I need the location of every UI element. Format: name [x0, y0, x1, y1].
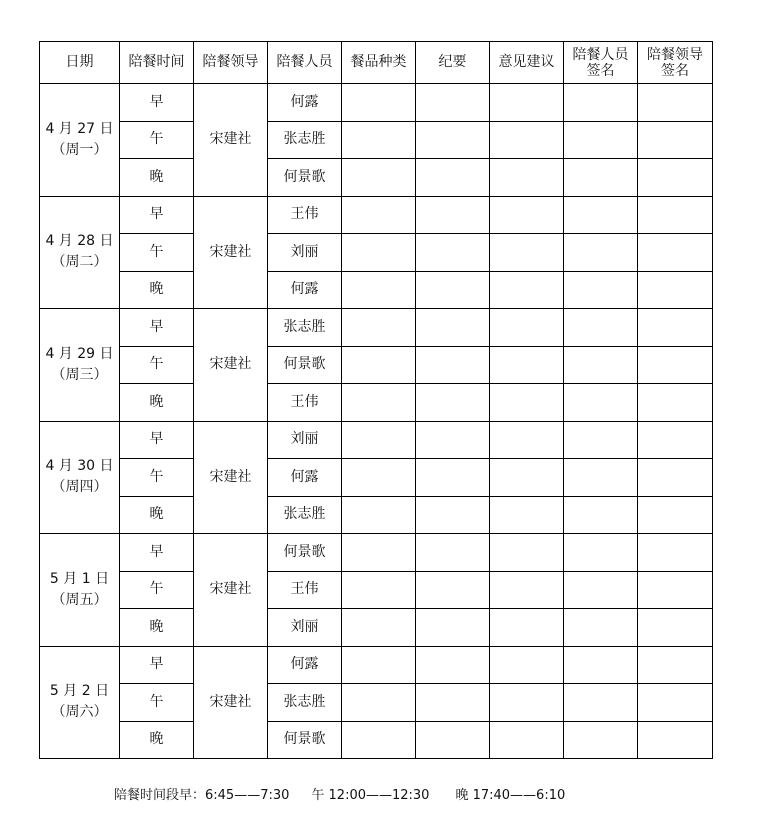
header-leader-signature-line2: 签名 — [661, 62, 689, 79]
minutes-cell[interactable] — [416, 234, 490, 272]
minutes-cell[interactable] — [416, 384, 490, 422]
meal-type-cell[interactable] — [342, 271, 416, 309]
date-text: 5 月 1 日 — [49, 570, 110, 587]
table-row — [40, 721, 713, 759]
weekday-text: （周三） — [51, 366, 108, 383]
suggestion-cell[interactable] — [490, 346, 564, 384]
date-text: 4 月 29 日 — [45, 345, 114, 362]
staff-signature-cell[interactable] — [564, 571, 638, 609]
staff-cell: 王伟 — [268, 571, 342, 609]
meal-time-cell: 午 — [120, 571, 194, 609]
staff-signature-cell[interactable] — [564, 609, 638, 647]
staff-cell: 张志胜 — [268, 684, 342, 722]
table-row — [40, 234, 713, 272]
meal-time-cell: 晚 — [120, 271, 194, 309]
meal-accompany-schedule-table — [39, 41, 713, 759]
meal-time-cell: 早 — [120, 196, 194, 234]
minutes-cell[interactable] — [416, 646, 490, 684]
suggestion-cell[interactable] — [490, 571, 564, 609]
meal-type-cell[interactable] — [342, 84, 416, 122]
staff-signature-cell[interactable] — [564, 721, 638, 759]
suggestion-cell[interactable] — [490, 459, 564, 497]
meal-type-cell[interactable] — [342, 309, 416, 347]
date-cell — [40, 84, 120, 197]
staff-cell: 刘丽 — [268, 421, 342, 459]
staff-cell: 何景歌 — [268, 159, 342, 197]
table-row — [40, 571, 713, 609]
staff-signature-cell[interactable] — [564, 534, 638, 572]
staff-signature-cell[interactable] — [564, 121, 638, 159]
staff-cell: 王伟 — [268, 196, 342, 234]
table-row — [40, 309, 713, 347]
leader-signature-cell[interactable] — [638, 534, 713, 572]
meal-type-cell[interactable] — [342, 159, 416, 197]
table-row — [40, 346, 713, 384]
minutes-cell[interactable] — [416, 684, 490, 722]
table-row — [40, 384, 713, 422]
leader-signature-cell[interactable] — [638, 684, 713, 722]
staff-cell: 张志胜 — [268, 309, 342, 347]
staff-signature-cell[interactable] — [564, 421, 638, 459]
meal-type-cell[interactable] — [342, 684, 416, 722]
staff-cell: 何露 — [268, 459, 342, 497]
minutes-cell[interactable] — [416, 159, 490, 197]
staff-signature-cell[interactable] — [564, 684, 638, 722]
staff-signature-cell[interactable] — [564, 84, 638, 122]
table-row — [40, 159, 713, 197]
leader-signature-cell[interactable] — [638, 196, 713, 234]
staff-signature-cell[interactable] — [564, 309, 638, 347]
meal-time-cell: 早 — [120, 84, 194, 122]
date-cell — [40, 646, 120, 759]
leader-signature-cell[interactable] — [638, 121, 713, 159]
note-breakfast: 陪餐时间段早：6:45——7:30 — [114, 788, 290, 803]
meal-time-cell: 早 — [120, 534, 194, 572]
leader-signature-cell[interactable] — [638, 646, 713, 684]
suggestion-cell[interactable] — [490, 646, 564, 684]
leader-cell: 宋建社 — [194, 196, 268, 309]
meal-time-cell: 早 — [120, 421, 194, 459]
leader-signature-cell[interactable] — [638, 721, 713, 759]
leader-cell: 宋建社 — [194, 646, 268, 759]
table-row — [40, 459, 713, 497]
staff-signature-cell[interactable] — [564, 384, 638, 422]
staff-signature-cell[interactable] — [564, 496, 638, 534]
suggestion-cell[interactable] — [490, 309, 564, 347]
staff-cell: 张志胜 — [268, 496, 342, 534]
suggestion-cell[interactable] — [490, 234, 564, 272]
meal-time-cell: 晚 — [120, 384, 194, 422]
leader-signature-cell[interactable] — [638, 459, 713, 497]
suggestion-cell[interactable] — [490, 121, 564, 159]
header-leader: 陪餐领导 — [194, 42, 268, 84]
minutes-cell[interactable] — [416, 421, 490, 459]
date-cell — [40, 421, 120, 534]
minutes-cell[interactable] — [416, 84, 490, 122]
table-row — [40, 421, 713, 459]
suggestion-cell[interactable] — [490, 721, 564, 759]
meal-time-cell: 晚 — [120, 159, 194, 197]
header-row — [40, 42, 713, 84]
table-row — [40, 684, 713, 722]
suggestion-cell[interactable] — [490, 684, 564, 722]
staff-cell: 何景歌 — [268, 721, 342, 759]
date-cell — [40, 196, 120, 309]
header-staff-signature — [564, 42, 638, 84]
date-text: 4 月 28 日 — [45, 233, 114, 250]
suggestion-cell[interactable] — [490, 609, 564, 647]
meal-type-cell[interactable] — [342, 384, 416, 422]
staff-cell: 何景歌 — [268, 346, 342, 384]
date-text: 4 月 27 日 — [45, 120, 114, 137]
leader-cell: 宋建社 — [194, 84, 268, 197]
table-row — [40, 84, 713, 122]
header-staff: 陪餐人员 — [268, 42, 342, 84]
leader-cell: 宋建社 — [194, 309, 268, 422]
schedule-body — [40, 84, 713, 759]
meal-time-cell: 午 — [120, 346, 194, 384]
header-leader-signature-line1: 陪餐领导 — [647, 46, 703, 63]
leader-signature-cell[interactable] — [638, 84, 713, 122]
staff-cell: 何露 — [268, 271, 342, 309]
staff-cell: 刘丽 — [268, 234, 342, 272]
minutes-cell[interactable] — [416, 459, 490, 497]
weekday-text: （周二） — [51, 254, 108, 271]
header-suggestions: 意见建议 — [490, 42, 564, 84]
leader-signature-cell[interactable] — [638, 384, 713, 422]
leader-signature-cell[interactable] — [638, 159, 713, 197]
table-row — [40, 271, 713, 309]
note-dinner: 晚 17:40——6:10 — [455, 788, 566, 803]
table-row — [40, 196, 713, 234]
meal-type-cell[interactable] — [342, 196, 416, 234]
minutes-cell[interactable] — [416, 309, 490, 347]
meal-time-cell: 午 — [120, 684, 194, 722]
meal-time-cell: 早 — [120, 309, 194, 347]
minutes-cell[interactable] — [416, 721, 490, 759]
leader-signature-cell[interactable] — [638, 609, 713, 647]
suggestion-cell[interactable] — [490, 84, 564, 122]
meal-type-cell[interactable] — [342, 234, 416, 272]
date-cell — [40, 309, 120, 422]
meal-type-cell[interactable] — [342, 421, 416, 459]
suggestion-cell[interactable] — [490, 384, 564, 422]
minutes-cell[interactable] — [416, 271, 490, 309]
staff-signature-cell[interactable] — [564, 196, 638, 234]
staff-cell: 何露 — [268, 646, 342, 684]
minutes-cell[interactable] — [416, 534, 490, 572]
date-cell — [40, 534, 120, 647]
header-staff-signature-line1: 陪餐人员 — [572, 46, 629, 63]
header-staff-signature-line2: 签名 — [586, 62, 615, 79]
meal-type-cell[interactable] — [342, 571, 416, 609]
note-lunch: 午 12:00——12:30 — [311, 788, 430, 803]
header-date: 日期 — [40, 42, 120, 84]
meal-type-cell[interactable] — [342, 534, 416, 572]
minutes-cell[interactable] — [416, 346, 490, 384]
date-text: 4 月 30 日 — [45, 458, 114, 475]
staff-signature-cell[interactable] — [564, 159, 638, 197]
staff-signature-cell[interactable] — [564, 459, 638, 497]
staff-cell: 张志胜 — [268, 121, 342, 159]
meal-type-cell[interactable] — [342, 459, 416, 497]
meal-type-cell[interactable] — [342, 721, 416, 759]
leader-signature-cell[interactable] — [638, 234, 713, 272]
staff-signature-cell[interactable] — [564, 234, 638, 272]
staff-signature-cell[interactable] — [564, 646, 638, 684]
table-row — [40, 496, 713, 534]
header-leader-signature — [638, 42, 713, 84]
meal-time-cell: 午 — [120, 234, 194, 272]
header-minutes: 纪要 — [416, 42, 490, 84]
date-text: 5 月 2 日 — [49, 683, 110, 700]
weekday-text: （周一） — [51, 141, 108, 158]
meal-type-cell[interactable] — [342, 346, 416, 384]
meal-time-cell: 午 — [120, 121, 194, 159]
leader-cell: 宋建社 — [194, 534, 268, 647]
meal-time-cell: 晚 — [120, 609, 194, 647]
leader-signature-cell[interactable] — [638, 309, 713, 347]
staff-cell: 何景歌 — [268, 534, 342, 572]
staff-signature-cell[interactable] — [564, 271, 638, 309]
leader-signature-cell[interactable] — [638, 421, 713, 459]
meal-time-note — [114, 784, 565, 803]
staff-cell: 王伟 — [268, 384, 342, 422]
suggestion-cell[interactable] — [490, 534, 564, 572]
table-row — [40, 609, 713, 647]
minutes-cell[interactable] — [416, 496, 490, 534]
staff-cell: 刘丽 — [268, 609, 342, 647]
weekday-text: （周六） — [51, 704, 108, 721]
meal-time-cell: 午 — [120, 459, 194, 497]
leader-signature-cell[interactable] — [638, 271, 713, 309]
leader-signature-cell[interactable] — [638, 571, 713, 609]
leader-signature-cell[interactable] — [638, 346, 713, 384]
weekday-text: （周四） — [51, 479, 108, 496]
table-row — [40, 121, 713, 159]
minutes-cell[interactable] — [416, 609, 490, 647]
header-meal-type: 餐品种类 — [342, 42, 416, 84]
suggestion-cell[interactable] — [490, 159, 564, 197]
header-time: 陪餐时间 — [120, 42, 194, 84]
staff-signature-cell[interactable] — [564, 346, 638, 384]
leader-signature-cell[interactable] — [638, 496, 713, 534]
suggestion-cell[interactable] — [490, 421, 564, 459]
minutes-cell[interactable] — [416, 196, 490, 234]
meal-type-cell[interactable] — [342, 646, 416, 684]
table-row — [40, 534, 713, 572]
suggestion-cell[interactable] — [490, 271, 564, 309]
meal-type-cell[interactable] — [342, 496, 416, 534]
suggestion-cell[interactable] — [490, 196, 564, 234]
weekday-text: （周五） — [51, 591, 108, 608]
suggestion-cell[interactable] — [490, 496, 564, 534]
meal-time-cell: 晚 — [120, 721, 194, 759]
staff-cell: 何露 — [268, 84, 342, 122]
leader-cell: 宋建社 — [194, 421, 268, 534]
meal-time-cell: 早 — [120, 646, 194, 684]
meal-type-cell[interactable] — [342, 609, 416, 647]
minutes-cell[interactable] — [416, 571, 490, 609]
minutes-cell[interactable] — [416, 121, 490, 159]
meal-time-cell: 晚 — [120, 496, 194, 534]
table-row — [40, 646, 713, 684]
meal-type-cell[interactable] — [342, 121, 416, 159]
